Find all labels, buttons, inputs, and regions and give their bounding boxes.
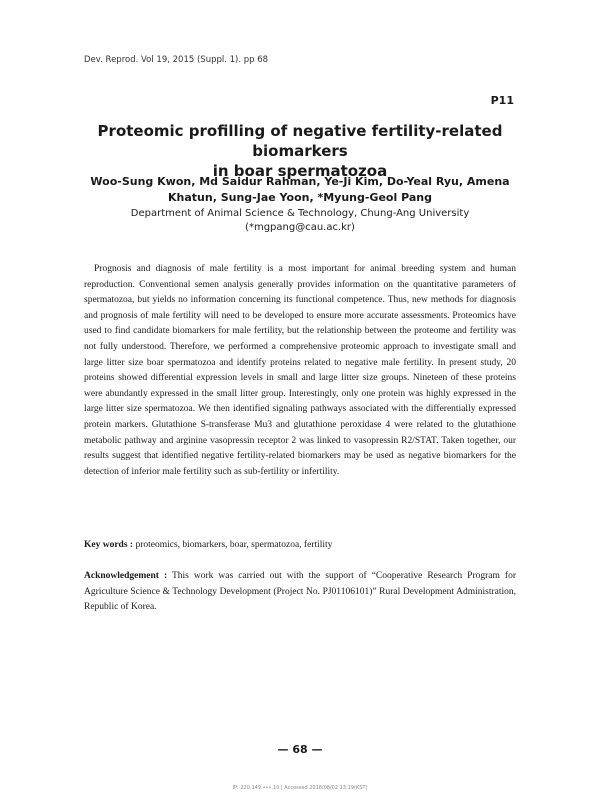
journal-reference: Dev. Reprod. Vol 19, 2015 (Suppl. 1). pp 68: [84, 55, 269, 65]
abstract-body: Prognosis and diagnosis of male fertility is a most important for animal breeding system and human reproduction. Conventional semen analysis generally provides information on the quantitative parameters of spermatozoa, but yields no information concerning its functional competence. Thus, new methods for diagnosis and prognosis of male fertility will need to be developed to ensure more accurate assessments. Proteomics have used to find candidate biomarkers for male fertility, but the relationship between the proteome and fertility was not fully understood. Therefore, we performed a comprehensive proteomic approach to investigate small and large litter size boar spermatozoa and identify proteins related to negative male fertility. In present study, 20 proteins showed differential expression levels in small and large litter size groups. Nineteen of these proteins were abundantly expressed in the small litter group. Interestingly, only one protein was highly expressed in the large litter size spermatozoa. We then identified signaling pathways associated with the differentially expressed protein markers. Glutathione S-transferase Mu3 and glutathione peroxidase 4 were related to the glutathione metabolic pathway and arginine vasopressin receptor 2 was linked to vasopressin R2/STAT. Taken together, our results suggest that identified negative fertility-related biomarkers may be used as negative biomarkers for the detection of inferior male fertility such as sub-fertility or infertility.: [84, 264, 516, 477]
author-list: Woo-Sung Kwon, Md Saidur Rahman, Ye-Ji Kim, Do-Yeal Ryu, Amena Khatun, Sung-Jae Yoon, *Myung-Geol Pang: [90, 175, 510, 204]
affiliation: [90, 207, 510, 235]
affiliation-department: Department of Animal Science & Technology, Chung-Ang University: [130, 208, 470, 219]
page-number: — 68 —: [277, 743, 323, 756]
title-line-1: Proteomic profilling of negative fertility-related biomarkers: [97, 122, 503, 160]
acknowledgement-label: Acknowledgement :: [84, 571, 168, 581]
acknowledgement-text: This work was carried out with the support of “Cooperative Research Program for Agriculture Science & Technology Development (Project No. PJ01106101)” Rural Development Administration, Republic of Korea.: [84, 571, 516, 613]
keywords: [84, 538, 516, 554]
abstract-id: P11: [490, 94, 514, 107]
title-line-2: in boar spermatozoa: [212, 162, 388, 180]
affiliation-email: (*mgpang@cau.ac.kr): [245, 222, 355, 233]
keywords-label: Key words :: [84, 540, 134, 550]
acknowledgement: [84, 569, 516, 616]
keywords-text: proteomics, biomarkers, boar, spermatozoa, fertility: [135, 540, 333, 550]
paper-title: [60, 121, 540, 181]
access-footer: IP: 220.149.•••.10 | Accessed 2018/08/02 13:19(KST): [232, 785, 368, 791]
